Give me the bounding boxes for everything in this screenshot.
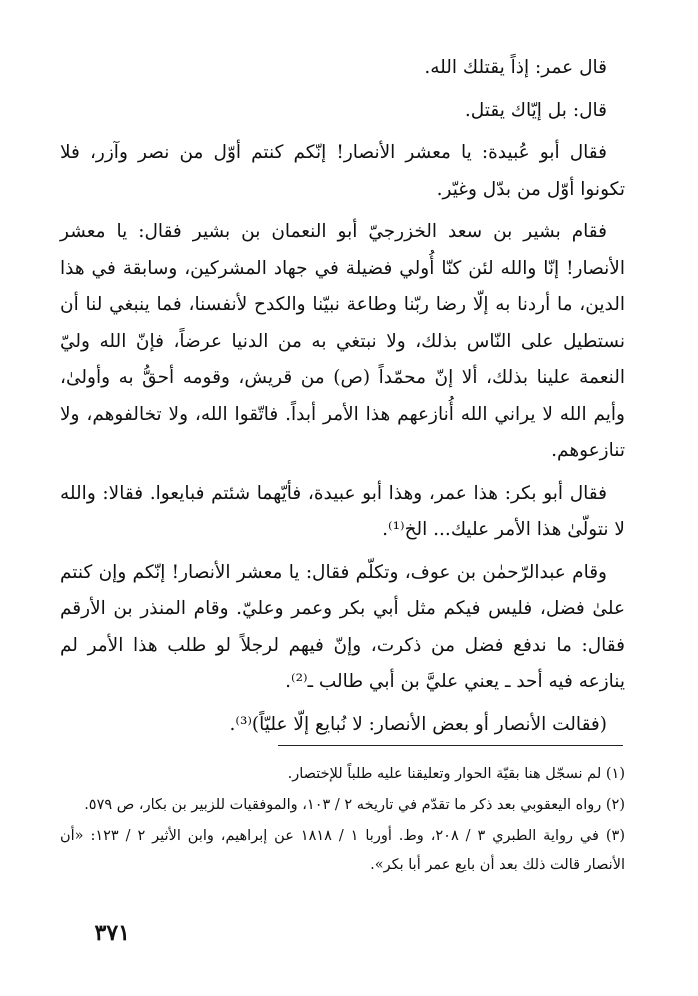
footnote-2: (٢) رواه اليعقوبي بعد ذكر ما تقدّم في تاريخه ٢ / ١٠٣، والموفقيات للزبير بن بكار، ص ٥٧٩. xyxy=(84,797,625,813)
footnotes-section xyxy=(60,760,625,882)
footnote-divider xyxy=(278,745,623,746)
footnote-3: (٣) في رواية الطبري ٣ / ٢٠٨، وط. أوربا ١ / ١٨١٨ عن إبراهيم، وابن الأثير ٢ / ١٢٣: «أن الأنصار قالت ذلك بعد أن بايع عمر أبا بكر». xyxy=(60,828,625,873)
main-text-body xyxy=(60,50,625,749)
paragraph-5: فقال أبو بكر: هذا عمر، وهذا أبو عبيدة، فأيّهما شئتم فبايعوا. فقالا: والله لا نتولّىٰ هذا الأمر عليك... الخ⁽¹⁾. xyxy=(60,482,625,540)
paragraph-2: قال: بل إيّاك يقتل. xyxy=(464,99,607,121)
page-number: ٣٧١ xyxy=(94,920,130,946)
footnote-1: (١) لم نسجّل هنا بقيّة الحوار وتعليقنا عليه طلباً للإختصار. xyxy=(287,766,625,782)
paragraph-4: فقام بشير بن سعد الخزرجيّ أبو النعمان بن بشير فقال: يا معشر الأنصار! إنّا والله لئن كنّا أُولي فضيلة في جهاد المشركين، وسابقة في هذا الدين، ما أردنا به إلّا رضا ربّنا وطاعة نبيّنا والكدح لأنفسنا، فما ينبغي لنا أن نستطيل على النّاس بذلك، ولا نبتغي به من الدنيا عرضاً، فإنّ الله وليّ النعمة علينا بذلك، ألا إنّ محمّداً (ص) من قريش، وقومه أحقُّ به وأولىٰ، وأيم الله لا يراني الله أُنازعهم هذا الأمر أبداً. فاتّقوا الله، ولا تخالفوهم، ولا تنازعوهم. xyxy=(60,221,625,461)
paragraph-7: (فقالت الأنصار أو بعض الأنصار: لا نُبايع إلّا عليّاً)⁽³⁾. xyxy=(229,713,607,735)
paragraph-6: وقام عبدالرّحمٰن بن عوف، وتكلّم فقال: يا معشر الأنصار! إنّكم وإن كنتم علىٰ فضل، فليس فيكم مثل أبي بكر وعمر وعليّ. وقام المنذر بن الأرقم فقال: ما ندفع فضل من ذكرت، وإنّ فيهم لرجلاً لو طلب هذا الأمر لم ينازعه فيه أحد ـ يعني عليَّ بن أبي طالب ـ⁽²⁾. xyxy=(60,561,625,692)
paragraph-1: قال عمر: إذاً يقتلك الله. xyxy=(424,57,607,78)
paragraph-3: فقال أبو عُبيدة: يا معشر الأنصار! إنّكم كنتم أوّل من نصر وآزر، فلا تكونوا أوّل من بدّل وغيّر. xyxy=(60,142,625,200)
